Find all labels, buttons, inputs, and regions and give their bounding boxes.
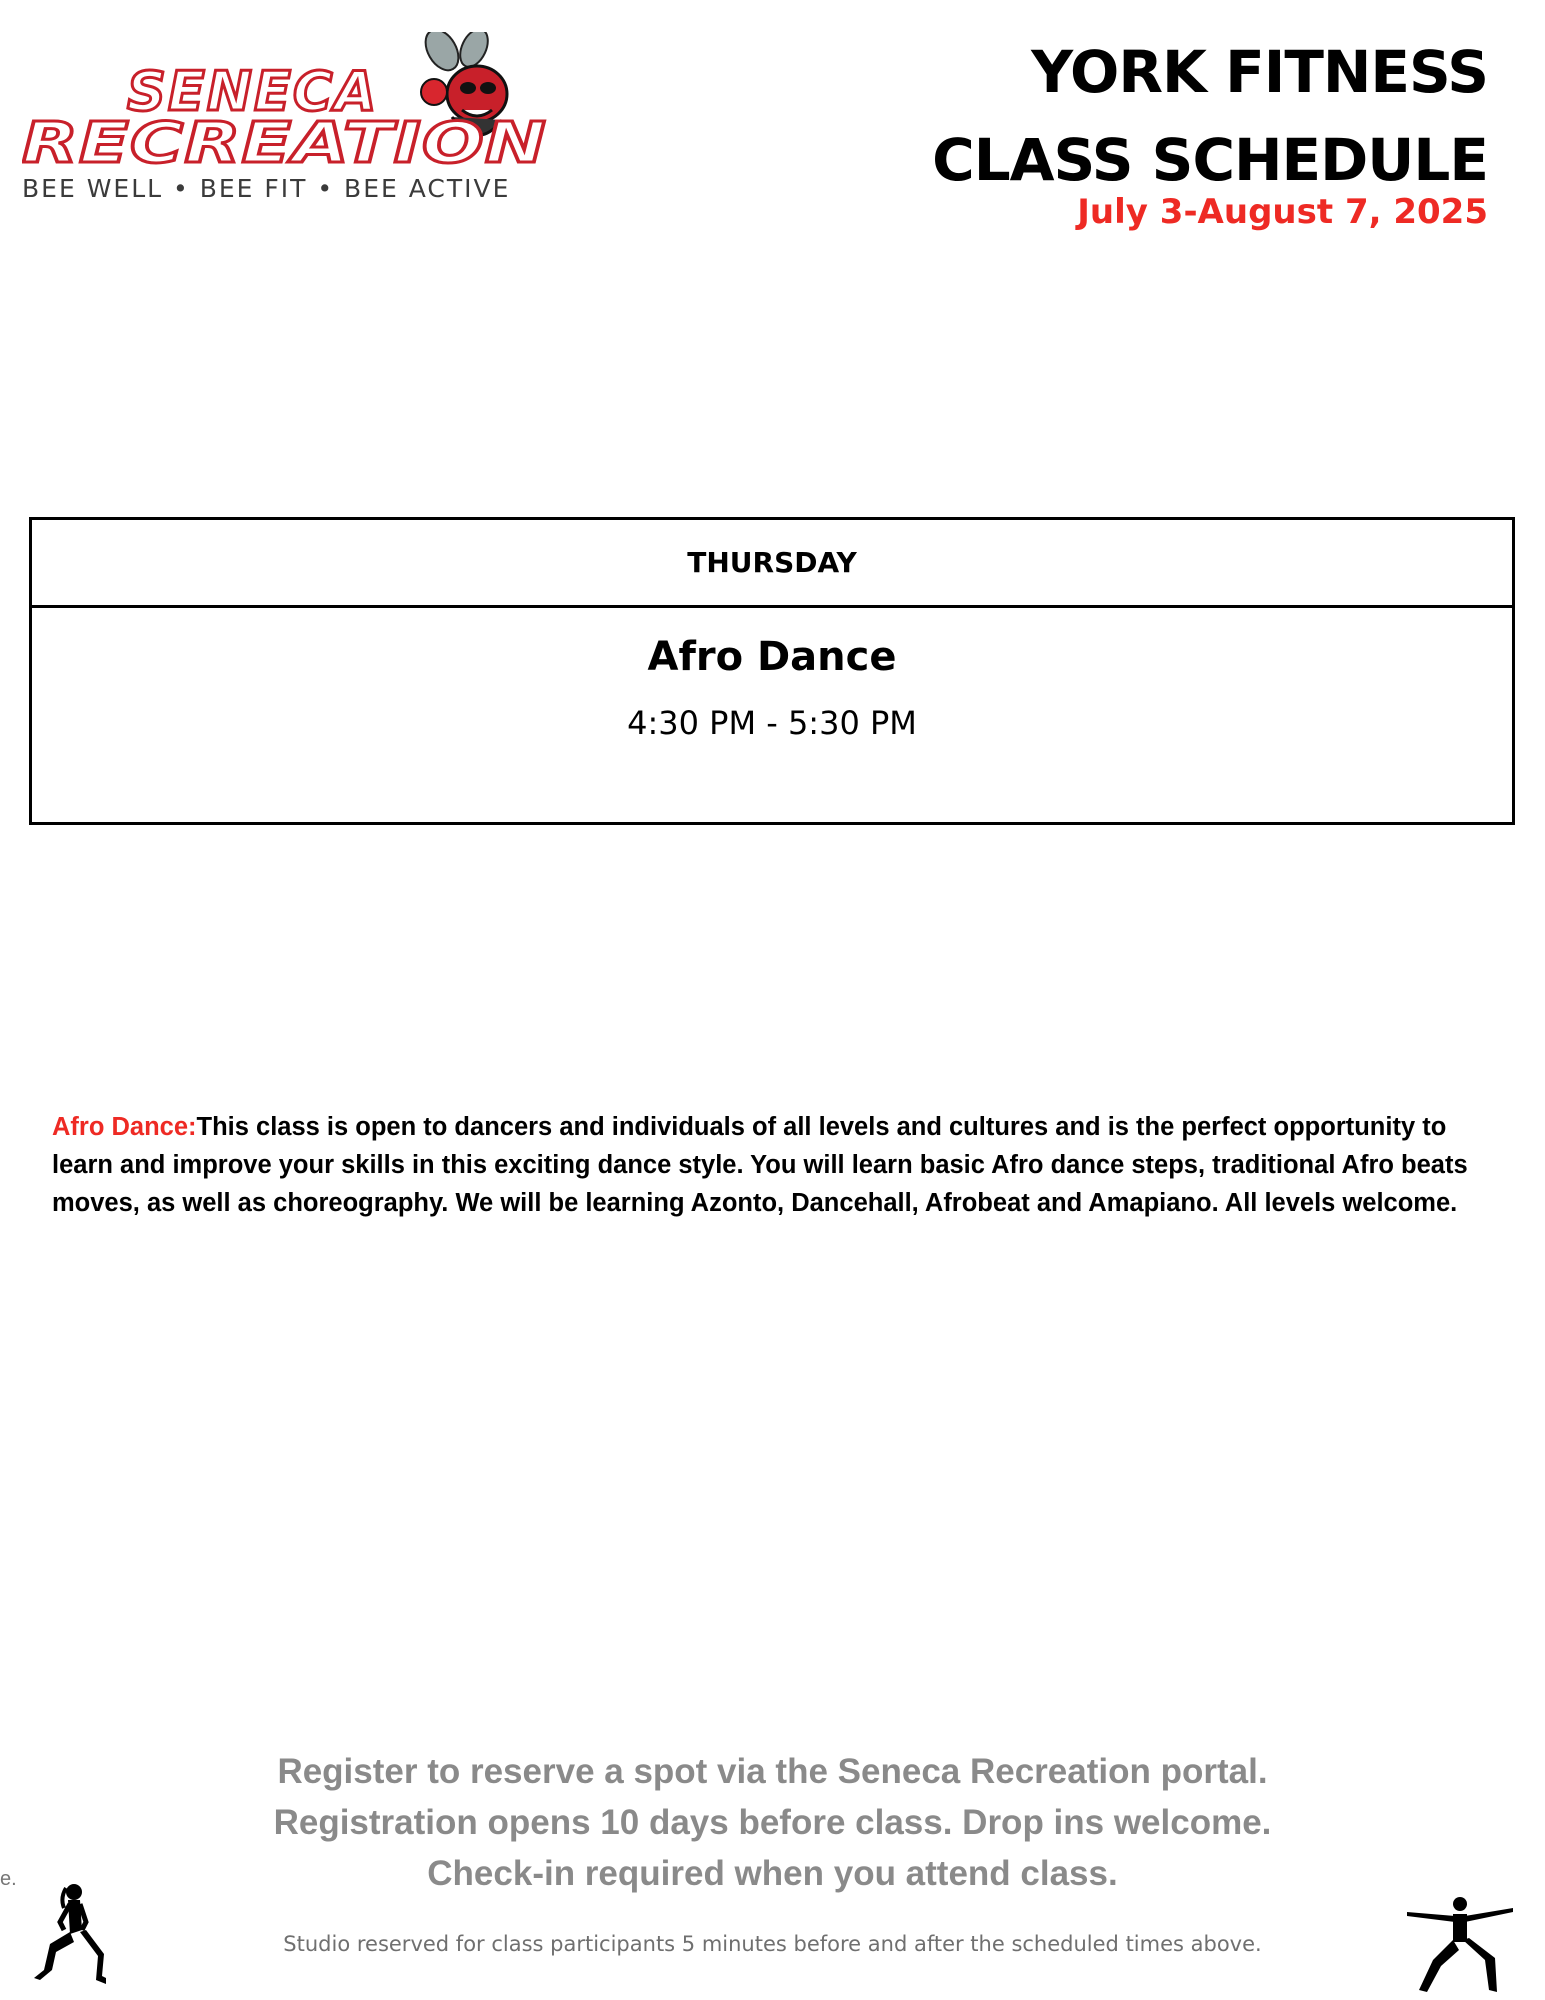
- logo-graphic: [22, 32, 552, 182]
- stray-text-mark: e.: [0, 1868, 17, 1890]
- logo-word-recreation: RECREATION: [22, 111, 547, 176]
- logo-word-seneca: SENECA: [127, 60, 379, 123]
- studio-note: Studio reserved for class participants 5 minutes before and after the scheduled times above.: [283, 1932, 1262, 1956]
- registration-line-1: Register to reserve a spot via the Seneca Recreation portal.: [277, 1752, 1268, 1791]
- title-line-1: YORK FITNESS: [1031, 38, 1488, 106]
- class-time: 4:30 PM - 5:30 PM: [627, 704, 917, 742]
- date-range: July 3-August 7, 2025: [1077, 192, 1488, 232]
- class-description: [52, 1108, 1502, 1222]
- registration-line-3: Check-in required when you attend class.: [427, 1854, 1118, 1893]
- class-name: Afro Dance: [647, 634, 897, 680]
- seneca-recreation-logo: [22, 32, 552, 202]
- registration-line-2: Registration opens 10 days before class. Drop ins welcome.: [273, 1803, 1272, 1842]
- lunge-silhouette-icon: [30, 1882, 110, 1990]
- registration-info: [200, 1746, 1345, 1899]
- title-line-2: CLASS SCHEDULE: [932, 126, 1488, 194]
- day-header: THURSDAY: [32, 520, 1512, 608]
- class-cell: [32, 608, 1512, 742]
- page-header: [932, 28, 1488, 232]
- schedule-table: [29, 517, 1515, 825]
- logo-tagline: BEE WELL • BEE FIT • BEE ACTIVE: [22, 174, 511, 203]
- description-body: This class is open to dancers and individuals of all levels and cultures and is the perfect opportunity to learn and improve your skills in this exciting dance style. You will learn basic Afro dance steps, traditional Afro beats moves, as well as choreography. We will be learning Azonto, Dancehall, Afrobeat and Amapiano. All levels welcome.: [52, 1113, 1468, 1217]
- description-lead: Afro Dance:: [52, 1113, 197, 1141]
- warrior-pose-silhouette-icon: [1405, 1894, 1515, 1994]
